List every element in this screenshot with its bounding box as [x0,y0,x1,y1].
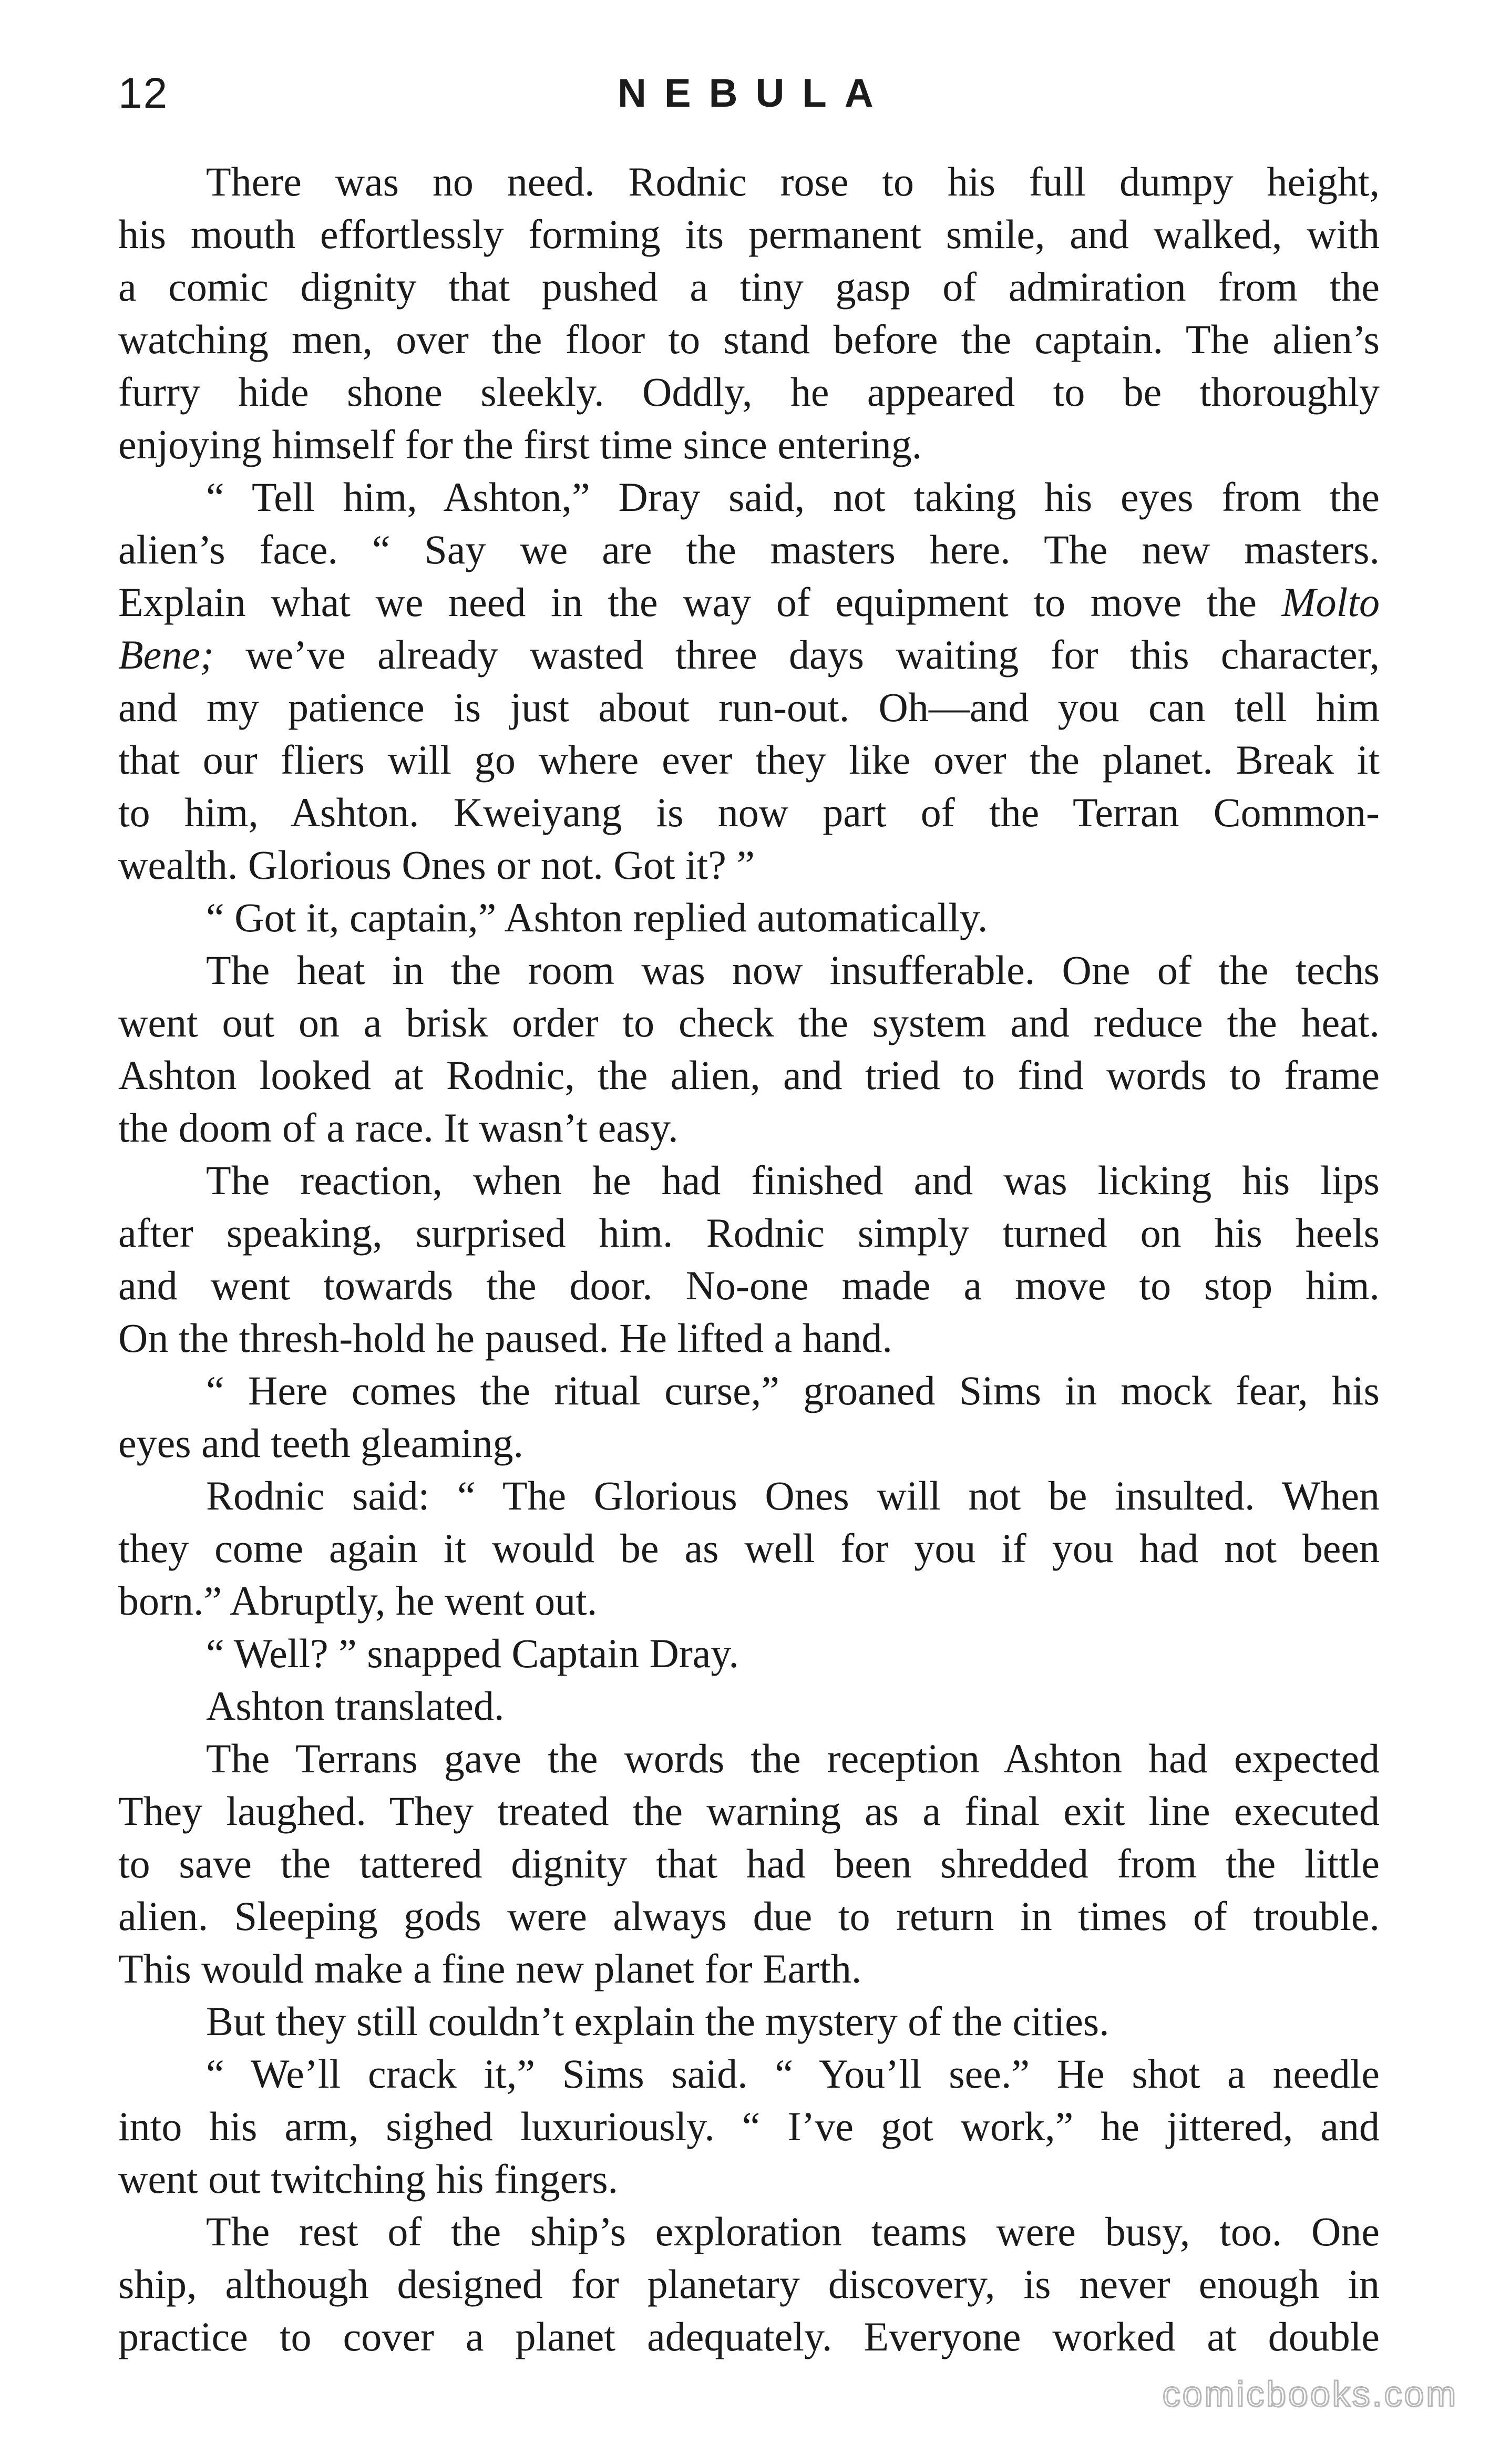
text-line: The Terrans gave the words the reception Ashton had expected [206,1736,1380,1781]
text-line: the doom of a race. It wasn’t easy. [118,1105,679,1151]
text-line: to him, Ashton. Kweiyang is now part of the Terran Common- [118,789,1380,835]
text-line: Explain what we need in the way of equipment to move the Molto [118,579,1380,625]
text-line: they come again it would be as well for you if you had not been [118,1525,1380,1571]
text-line: alien. Sleeping gods were always due to return in times of trouble. [118,1893,1380,1939]
text-line: There was no need. Rodnic rose to his full dumpy height, [206,159,1380,204]
text-line: The heat in the room was now insufferable. One of the techs [206,947,1380,993]
text-line: went out on a brisk order to check the system and reduce the heat. [118,1000,1380,1045]
text-line: enjoying himself for the first time since entering. [118,422,922,467]
text-line: But they still couldn’t explain the mystery of the cities. [206,1998,1109,2044]
text-line: Ashton translated. [206,1683,505,1729]
running-head [118,62,1380,125]
text-line: “ Well? ” snapped Captain Dray. [206,1630,739,1676]
body-text [118,156,1380,2363]
text-line: practice to cover a planet adequately. Everyone worked at double [118,2314,1380,2359]
text-line: They laughed. They treated the warning as a final exit line executed [118,1788,1380,1834]
text-line: On the thresh-hold he paused. He lifted a hand. [118,1315,892,1361]
watermark: comicbooks.com [1162,2374,1458,2414]
running-title: NEBULA [618,71,891,116]
text-line: watching men, over the floor to stand before the captain. The alien’s [118,316,1380,362]
text-line: The reaction, when he had finished and was licking his lips [206,1157,1380,1203]
text-line: ship, although designed for planetary discovery, is never enough in [118,2261,1380,2307]
text-line: after speaking, surprised him. Rodnic simply turned on his heels [118,1210,1380,1256]
text-line: went out twitching his fingers. [118,2156,619,2202]
text-line: “ Here comes the ritual curse,” groaned Sims in mock fear, his [206,1368,1380,1413]
text-line: “ Got it, captain,” Ashton replied automatically. [206,895,988,940]
text-line: his mouth effortlessly forming its permanent smile, and walked, with [118,211,1380,257]
text-line: born.” Abruptly, he went out. [118,1578,598,1624]
text-line: “ We’ll crack it,” Sims said. “ You’ll see.” He shot a needle [206,2051,1380,2097]
text-line: to save the tattered dignity that had been shredded from the little [118,1841,1380,1886]
ship-name: Bene; [118,632,214,677]
text-line: and my patience is just about run-out. Oh—and you can tell him [118,684,1380,730]
text-line: Ashton looked at Rodnic, the alien, and tried to find words to frame [118,1052,1380,1098]
text-line: that our fliers will go where ever they like over the planet. Break it [118,737,1380,783]
text-line: and went towards the door. No-one made a move to stop him. [118,1262,1380,1308]
text-line: Rodnic said: “ The Glorious Ones will not be insulted. When [206,1473,1380,1518]
text-line: into his arm, sighed luxuriously. “ I’ve got work,” he jittered, and [118,2103,1380,2149]
text-line: furry hide shone sleekly. Oddly, he appeared to be thoroughly [118,369,1380,415]
text-line: “ Tell him, Ashton,” Dray said, not taking his eyes from the [206,474,1380,520]
text-line: Bene; we’ve already wasted three days waiting for this character, [118,632,1380,677]
text-line: This would make a fine new planet for Earth. [118,1946,862,1991]
ship-name: Molto [1281,579,1380,625]
text-line: eyes and teeth gleaming. [118,1420,524,1466]
text-line: a comic dignity that pushed a tiny gasp of admiration from the [118,264,1380,310]
text-line: wealth. Glorious Ones or not. Got it? ” [118,842,755,888]
page-number: 12 [118,69,169,117]
text-line: The rest of the ship’s exploration teams were busy, too. One [206,2209,1380,2254]
text-line: alien’s face. “ Say we are the masters here. The new masters. [118,527,1380,572]
